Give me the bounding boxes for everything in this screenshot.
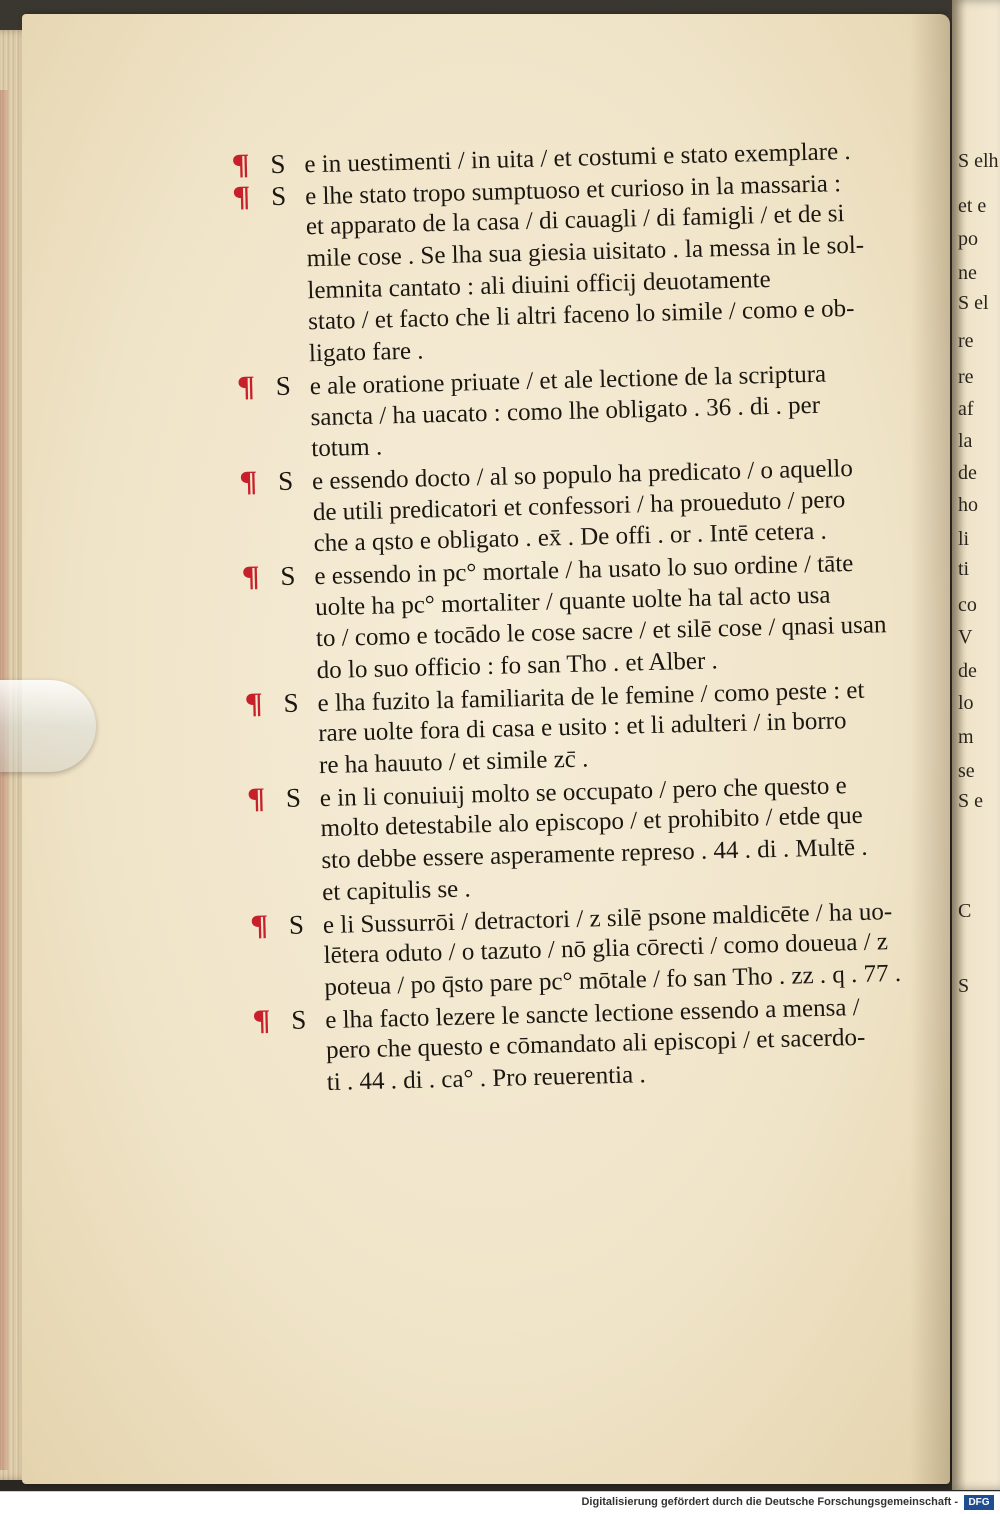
line-text: ti . 44 . di . ca° . Pro reuerentia .	[326, 1061, 646, 1096]
line-text: et apparato de la casa / di cauagli / di famigli / et de si	[305, 200, 845, 241]
paragraph-initial: S	[290, 1004, 307, 1035]
line-text: poteua / po q̄sto pare pc° mōtale / fo san Tho . zz . q . 77 .	[324, 959, 902, 1001]
paragraph-mark-icon: ¶	[232, 180, 251, 213]
page-holder-clip	[0, 680, 96, 772]
facing-page-text: ne	[958, 262, 977, 284]
paragraph-mark-icon: ¶	[239, 465, 258, 498]
line-text: et capitulis se .	[321, 875, 472, 906]
line-text: e in li conuiuij molto se occupato / pero che questo e	[319, 771, 847, 812]
paragraph-initial: S	[280, 560, 296, 591]
facing-page-text: re	[958, 330, 974, 352]
paragraph-initial: S	[269, 148, 286, 180]
paragraph-mark-icon: ¶	[244, 687, 264, 720]
facing-page-text: de	[958, 462, 977, 484]
line-text: e ale oratione priuate / et ale lectione de la scriptura	[309, 360, 827, 401]
text-block	[231, 134, 917, 1100]
line-text: pero che questo e cōmandato ali episcopi / et sacerdo-	[325, 1024, 866, 1065]
line-text: rare uolte fora di casa e usito : et li adulteri / in borro	[317, 707, 847, 748]
facing-page-text: la	[958, 430, 973, 452]
facing-page-text: po	[958, 228, 978, 250]
facing-page-text: ho	[958, 494, 978, 516]
paragraph-initial: S	[270, 180, 287, 211]
facing-page-text: co	[958, 594, 977, 616]
facing-page-text: re	[958, 366, 974, 388]
line-text: ligato fare .	[308, 337, 424, 368]
line-text: e lha facto lezere le sancte lectione essendo a mensa /	[324, 993, 860, 1034]
line-text: stato / et facto che li altri faceno lo simile / como e ob-	[307, 295, 855, 336]
facing-page-text: V	[958, 626, 973, 648]
footer-bar	[0, 1491, 1000, 1514]
rubricated-edge	[0, 90, 8, 1470]
facing-page-text: se	[958, 760, 975, 782]
facing-page-text: et e	[958, 195, 987, 217]
paragraph-mark-icon: ¶	[236, 370, 256, 403]
line-text: uolte ha pc° mortaliter / quante uolte ha tal acto usa	[314, 581, 831, 621]
dfg-logo: DFG	[964, 1495, 994, 1510]
facing-page-text: m	[958, 726, 974, 748]
paragraph-initial: S	[275, 370, 292, 401]
facing-page-text: lo	[958, 692, 974, 714]
line-text: totum .	[310, 433, 383, 463]
line-text: molto detestabile alo episcopo / et prohibito / etde que	[320, 802, 864, 843]
paragraph-mark-icon: ¶	[241, 560, 261, 593]
line-text: to / como e tocādo le cose sacre / et silē cose / qnasi usan	[315, 611, 887, 653]
paragraph-initial: S	[288, 909, 305, 940]
footer-credit: Digitalisierung gefördert durch die Deutsche Forschungsgemeinschaft -	[581, 1496, 958, 1508]
line-text: sancta / ha uacato : como lhe obligato . 36 . di . per	[310, 391, 821, 431]
facing-page-text: de	[958, 660, 977, 682]
paragraph-mark-icon: ¶	[246, 782, 266, 815]
paragraph-mark-icon: ¶	[231, 148, 251, 182]
line-text: che a qsto e obligato . ex̄ . De offi . or . Intē cetera .	[313, 517, 828, 558]
line-text: mile cose . Se lha sua giesia uisitato . la messa in le sol-	[306, 231, 865, 273]
facing-page-text: li	[958, 528, 970, 550]
paragraph-initial: S	[285, 782, 302, 813]
line-text: e essendo docto / al so populo ha predicato / o aquello	[311, 454, 854, 496]
line-text: e in uestimenti / in uita / et costumi e stato exemplare .	[304, 137, 851, 179]
facing-page-text: S el	[958, 292, 989, 314]
paragraph-initial: S	[277, 465, 294, 496]
line-text: re ha hauuto / et simile zc̄ .	[318, 745, 589, 780]
line-text: e li Sussurrōi / detractori / z silē psone maldicēte / ha uo-	[322, 897, 893, 939]
line-text: e lhe stato tropo sumptuoso et curioso in la massaria :	[304, 169, 842, 210]
facing-page-text: S	[958, 975, 970, 997]
line-text: sto debbe essere asperamente represo . 44 . di . Multē .	[321, 833, 868, 875]
line-text: e lha fuzito la familiarita de le femine / como peste : et	[317, 676, 865, 717]
paragraph-mark-icon: ¶	[252, 1003, 271, 1037]
line-text: lētera oduto / o tazuto / nō glia cōrecti / como doueua / z	[323, 928, 889, 970]
facing-page-text: S elh	[958, 150, 999, 172]
line-text: e essendo in pc° mortale / ha usato lo suo ordine / tāte	[314, 549, 854, 591]
facing-page-text: C	[958, 900, 972, 922]
facing-page-text: S e	[958, 790, 983, 812]
paragraph-mark-icon: ¶	[249, 908, 269, 942]
paragraph-initial: S	[283, 687, 299, 718]
line-text: lemnita cantato : ali diuini officij deuotamente	[307, 265, 771, 304]
facing-page-fragment	[952, 0, 1000, 1490]
facing-page-text: af	[958, 398, 974, 420]
line-text: de utili predicatori et confessori / ha proueduto / pero	[312, 485, 846, 526]
facing-page-text: ti	[958, 558, 970, 580]
line-text: do lo suo officio : fo san Tho . et Alber .	[316, 647, 719, 685]
